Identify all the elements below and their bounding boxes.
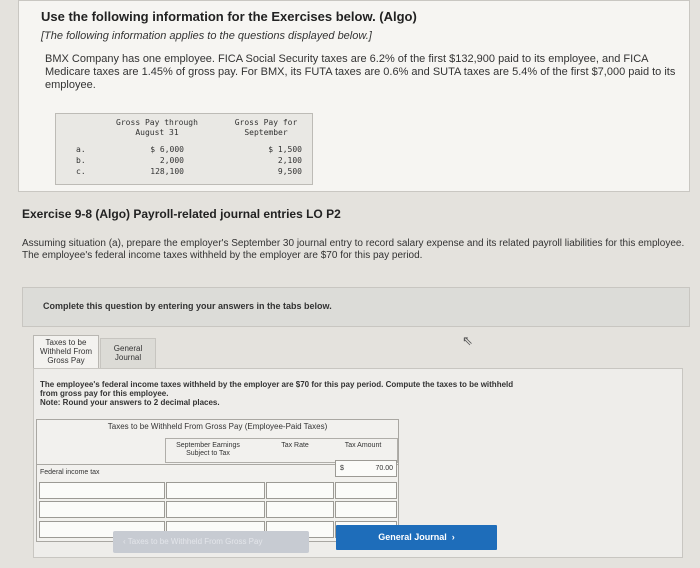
gross-pay-table: [55, 113, 313, 185]
intro-note: [The following information applies to the questions displayed below.]: [41, 30, 372, 42]
amount-input-1[interactable]: [335, 482, 397, 499]
mouse-cursor-icon: ⇖: [462, 333, 473, 348]
col-amount-header: Tax Amount: [344, 442, 382, 449]
row-c-through-aug: 128,100: [150, 167, 184, 176]
row-c-september: 9,500: [277, 167, 302, 176]
intro-body: BMX Company has one employee. FICA Social Security taxes are 6.2% of the first $132,900 paid to its employee, and FICA Medicare taxes are 1.45% of gross pay. For BMX, its FUTA taxes are 0.6% and SUTA taxes are 5.4% of the first $7,000 paid to its employee.: [45, 53, 676, 91]
amount-input-2[interactable]: [335, 501, 397, 518]
exercise-title: Exercise 9-8 (Algo) Payroll-related journal entries LO P2: [22, 207, 341, 221]
chevron-right-icon: ›: [449, 532, 455, 542]
col-rate-header: Tax Rate: [281, 442, 309, 449]
rate-input-1[interactable]: [266, 482, 334, 499]
tab-general-journal[interactable]: General Journal: [100, 338, 156, 371]
rate-input-2[interactable]: [266, 501, 334, 518]
previous-tab-button[interactable]: ‹ Taxes to be Withheld From Gross Pay: [113, 531, 309, 553]
earnings-input-2[interactable]: [166, 501, 265, 518]
tab-taxes-withheld[interactable]: Taxes to be Withheld From Gross Pay: [33, 335, 99, 368]
tax-table-title: Taxes to be Withheld From Gross Pay (Employee-Paid Taxes): [107, 422, 328, 431]
earnings-input-1[interactable]: [166, 482, 265, 499]
tax-name-input-1[interactable]: [39, 482, 165, 499]
federal-income-tax-label: Federal income tax: [40, 469, 100, 476]
chevron-left-icon: ‹: [123, 537, 126, 546]
row-label-a: a.: [76, 145, 86, 154]
row-b-through-aug: 2,000: [159, 156, 184, 165]
col-earnings-header: September Earnings Subject to Tax: [176, 442, 240, 457]
tax-table: [36, 419, 399, 542]
federal-tax-amount-field[interactable]: [335, 460, 397, 477]
row-a-through-aug: $ 6,000: [150, 145, 184, 154]
row-b-september: 2,100: [277, 156, 302, 165]
row-a-september: $ 1,500: [268, 145, 302, 154]
row-label-c: c.: [76, 167, 86, 176]
col1-header: Gross Pay through August 31: [116, 118, 198, 137]
task-instruction: Complete this question by entering your answers in the tabs below.: [43, 301, 332, 311]
panel-instruction: The employee's federal income taxes withheld by the employer are $70 for this pay period. Compute the taxes to be withheld from gross pay for this employee. Note: Round your answers to 2 decimal places.: [40, 380, 514, 407]
task-instruction-bar: [22, 287, 690, 327]
intro-title: Use the following information for the Exercises below. (Algo): [41, 9, 417, 24]
row-label-b: b.: [76, 156, 86, 165]
tax-name-input-2[interactable]: [39, 501, 165, 518]
col2-header: Gross Pay for September: [234, 118, 298, 137]
tab-panel: [33, 368, 683, 558]
federal-tax-amount: 70.00: [375, 465, 393, 472]
next-tab-button[interactable]: General Journal ›: [336, 525, 497, 550]
currency-symbol: $: [340, 465, 344, 472]
exercise-body: Assuming situation (a), prepare the employer's September 30 journal entry to record salary expense and its related payroll liabilities for this employee. The employee's federal income taxes withheld by the employer are $70 for this pay period.: [22, 238, 685, 261]
intro-panel: [18, 0, 690, 192]
